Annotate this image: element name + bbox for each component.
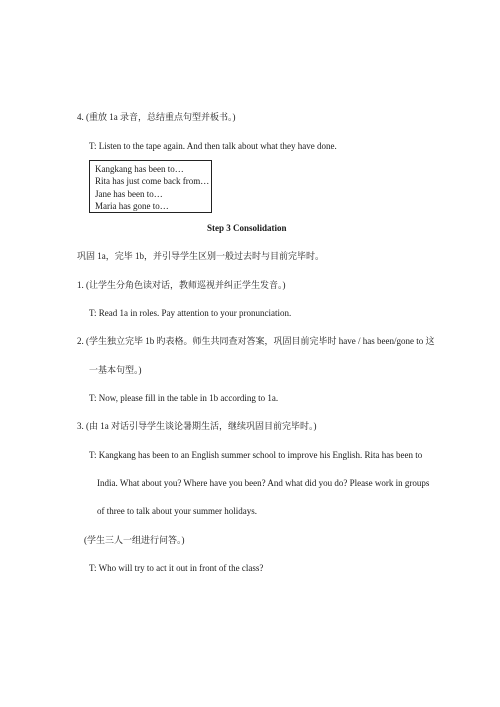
sentence-pattern-box [89, 160, 212, 213]
step4-teacher-line: T: Listen to the tape again. And then talk about what they have done. [89, 141, 337, 151]
item1-teacher-line: T: Read 1a in roles. Pay attention to your pronunciation. [89, 308, 292, 318]
item2-header: 2. (学生独立完毕 1b 旳表格。师生共同查对答案，巩固目前完毕时 have / has been/gone to 这 [77, 336, 435, 346]
box-line: Rita has just come back from… [95, 176, 210, 187]
item3-teacher-line-3: of three to talk about your summer holidays. [97, 506, 257, 516]
box-line: Maria has gone to… [95, 201, 169, 212]
item1-header: 1. (让学生分角色读对话，教师巡视并纠正学生发音。) [77, 280, 286, 290]
item2-header-continued: 一基本句型。) [89, 365, 142, 375]
step4-header: 4. (重放 1a 录音，总结重点句型并板书。) [77, 112, 236, 122]
box-line: Jane has been to… [95, 188, 163, 199]
item2-teacher-line: T: Now, please fill in the table in 1b according to 1a. [89, 393, 279, 403]
item3-teacher-line-1: T: Kangkang has been to an English summer school to improve his English. Rita has been to [89, 450, 423, 460]
item3-student-note: (学生三人一组进行问答。) [84, 535, 185, 545]
item3-teacher-line-2: India. What about you? Where have you been? And what did you do? Please work in groups [97, 478, 430, 488]
step3-title: Step 3 Consolidation [207, 223, 287, 233]
consolidation-intro: 巩固 1a，完毕 1b，并引导学生区别一般过去时与目前完毕时。 [77, 251, 324, 261]
item3-teacher-line-4: T: Who will try to act it out in front of the class? [89, 563, 264, 573]
box-line: Kangkang has been to… [95, 164, 184, 174]
item3-header: 3. (由 1a 对话引导学生谈论暑期生活，继续巩固目前完毕时。) [77, 421, 317, 431]
